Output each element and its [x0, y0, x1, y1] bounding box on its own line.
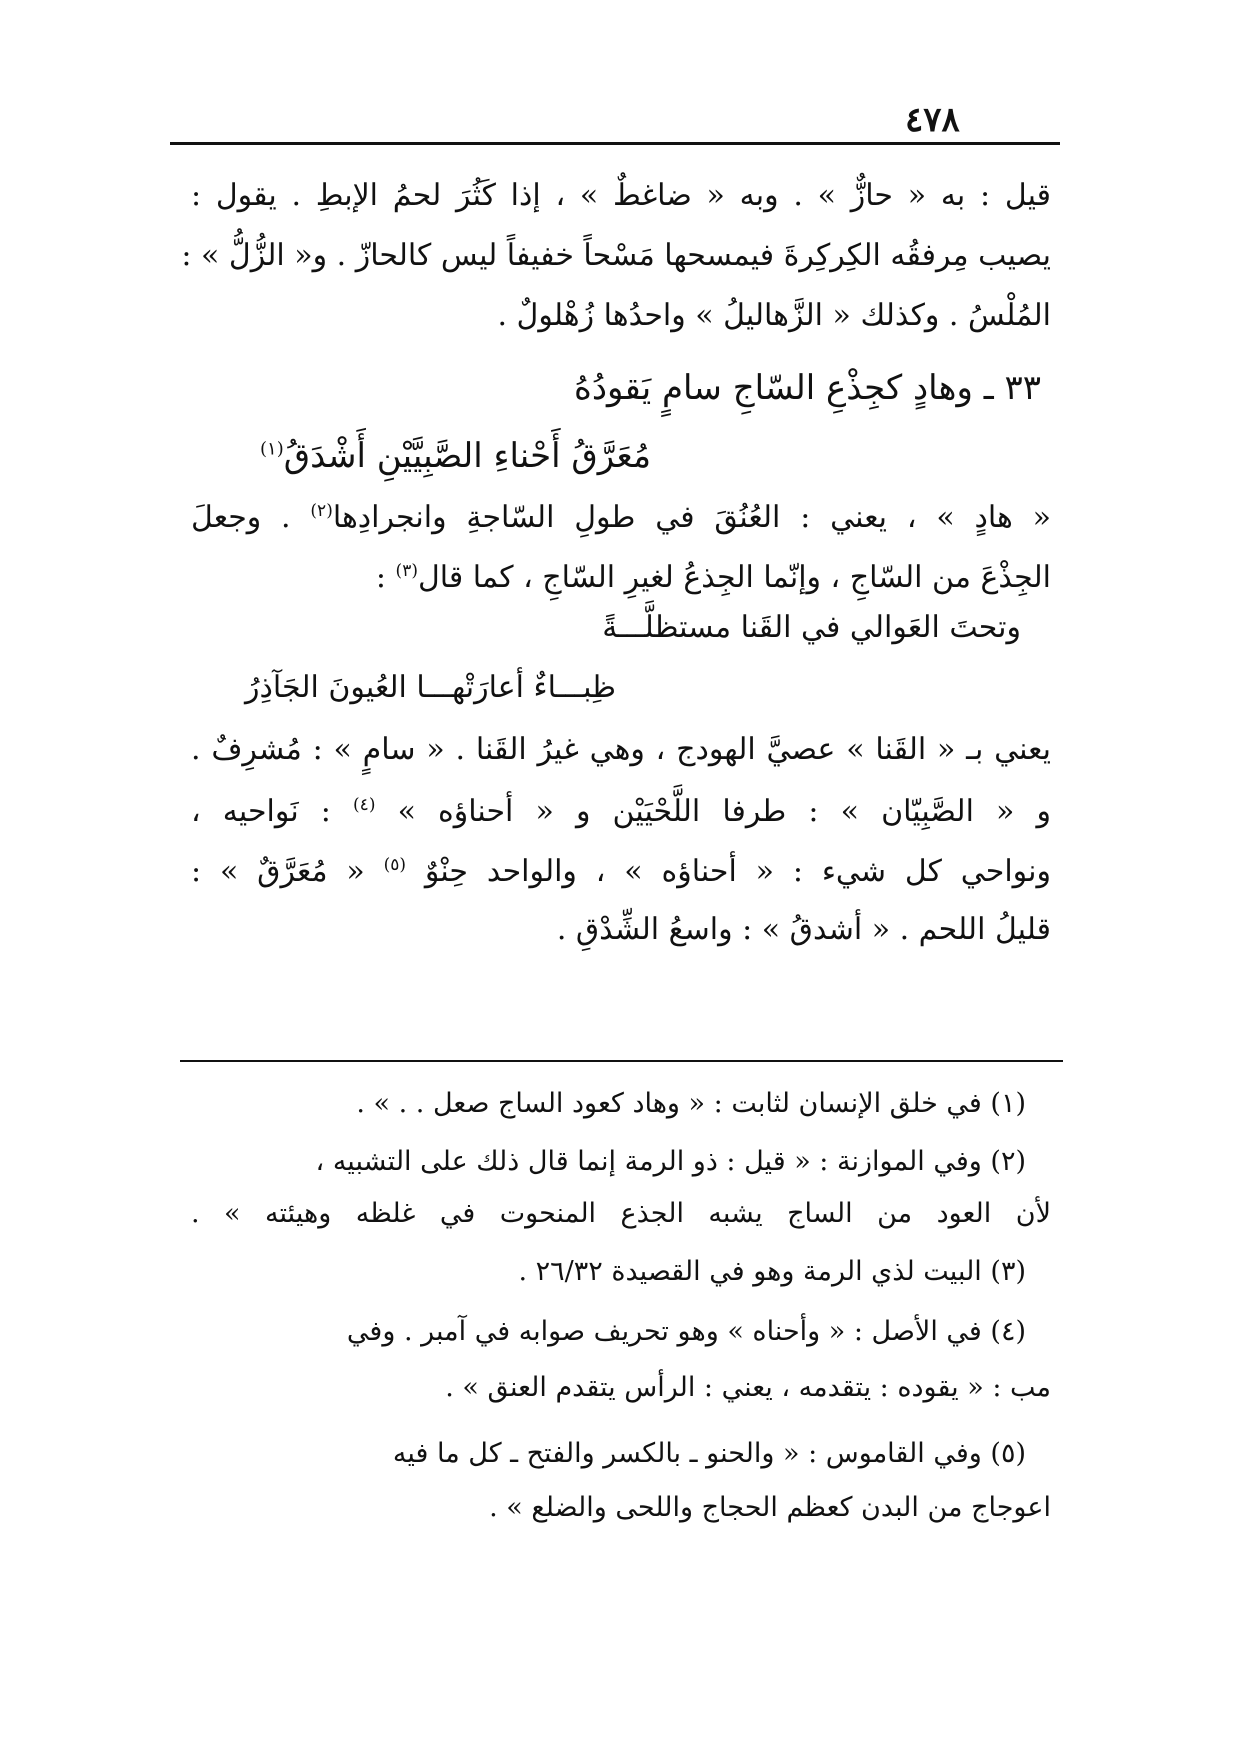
footnote: (١) في خلق الإنسان لثابت : « وهاد كعود الساج صعل . . » .	[356, 1088, 1026, 1119]
paragraph-line: يصيب مِرفقُه الكِركِرةَ فيمسحها مَسْحاً خفيفاً ليس كالحازّ . و« الزُّلُّ » :	[181, 238, 1051, 273]
quote-hemistich-2: ظِبـــاءٌ أعارَتْهـــا العُيونَ الجَآذِرُ	[245, 670, 617, 705]
paragraph-line: قليلُ اللحم . « أشدقُ » : واسعُ الشِّدْقِ .	[556, 912, 1051, 947]
text-span: :	[375, 560, 396, 595]
footnote: (٤) في الأصل : « وأحناه » وهو تحريف صوابه في آمبر . وفي	[346, 1316, 1026, 1347]
footnote-ref: (٥)	[383, 855, 407, 875]
paragraph-line	[191, 794, 1051, 829]
text-span: « هادٍ » ، يعني : العُنُقَ في طولِ السّاجةِ وانجرادِها	[332, 500, 1051, 535]
text-span: ونواحي كل شيء : « أحناؤه » ، والواحد حِنْوٌ	[406, 854, 1051, 889]
text-span: : نَواحيه ،	[191, 794, 354, 829]
footnote: (٣) البيت لذي الرمة وهو في القصيدة ٢٦/٣٢ .	[518, 1256, 1026, 1287]
footnote: (٥) وفي القاموس : « والحنو ـ بالكسر والفتح ـ كل ما فيه	[392, 1438, 1026, 1469]
paragraph-line	[376, 560, 1051, 595]
footnote-ref: (٣)	[395, 561, 418, 581]
quote-hemistich-1: وتحتَ العَوالي في القَنا مستظلَّـــةً	[602, 610, 1021, 645]
paragraph-line: قيل : به « حازٌّ » . وبه « ضاغطٌ » ، إذا كَثُرَ لحمُ الإبطِ . يقول :	[191, 178, 1051, 213]
footnote-ref: (٤)	[353, 795, 376, 815]
text-span: . وجعلَ	[191, 500, 311, 535]
footnote-continuation: مب : « يقوده : يتقدمه ، يعني : الرأس يتقدم العنق » .	[445, 1372, 1051, 1403]
text-span: و « الصَّبِيّان » : طرفا اللَّحْيَيْن و « أحناؤه »	[375, 794, 1051, 829]
paragraph-line	[191, 854, 1051, 889]
paragraph-line	[191, 500, 1051, 535]
paragraph-line: المُلْسُ . وكذلك « الزَّهاليلُ » واحدُها زُهْلولٌ .	[497, 298, 1051, 333]
header-rule	[170, 142, 1060, 145]
text-span: « مُعَرَّقٌ » :	[191, 854, 384, 889]
verse-hemistich-1: ٣٣ ـ وهادٍ كجِذْعِ السّاجِ سامٍ يَقودُهُ	[574, 368, 1041, 408]
page-number: ٤٧٨	[905, 100, 960, 140]
footnote-ref: (٢)	[310, 501, 333, 521]
footnote: (٢) وفي الموازنة : « قيل : ذو الرمة إنما قال ذلك على التشبيه ،	[315, 1146, 1026, 1177]
paragraph-line: يعني بـ « القَنا » عصيَّ الهودج ، وهي غيرُ القَنا . « سامٍ » : مُشرِفٌ .	[191, 732, 1051, 767]
footnote-continuation: اعوجاج من البدن كعظم الحجاج واللحى والضلع » .	[489, 1492, 1051, 1523]
verse-text: مُعَرَّقُ أَحْناءِ الصَّبِيَّيْنِ أَشْدَقُ	[283, 436, 652, 476]
footnote-rule	[180, 1060, 1063, 1062]
footnote-continuation: لأن العود من الساج يشبه الجذع المنحوت في غلظه وهيئته » .	[191, 1198, 1051, 1229]
footnote-ref: (١)	[260, 438, 284, 460]
verse-hemistich-2	[260, 436, 651, 476]
text-span: الجِذْعَ من السّاجِ ، وإنّما الجِذعُ لغيرِ السّاجِ ، كما قال	[417, 560, 1051, 595]
